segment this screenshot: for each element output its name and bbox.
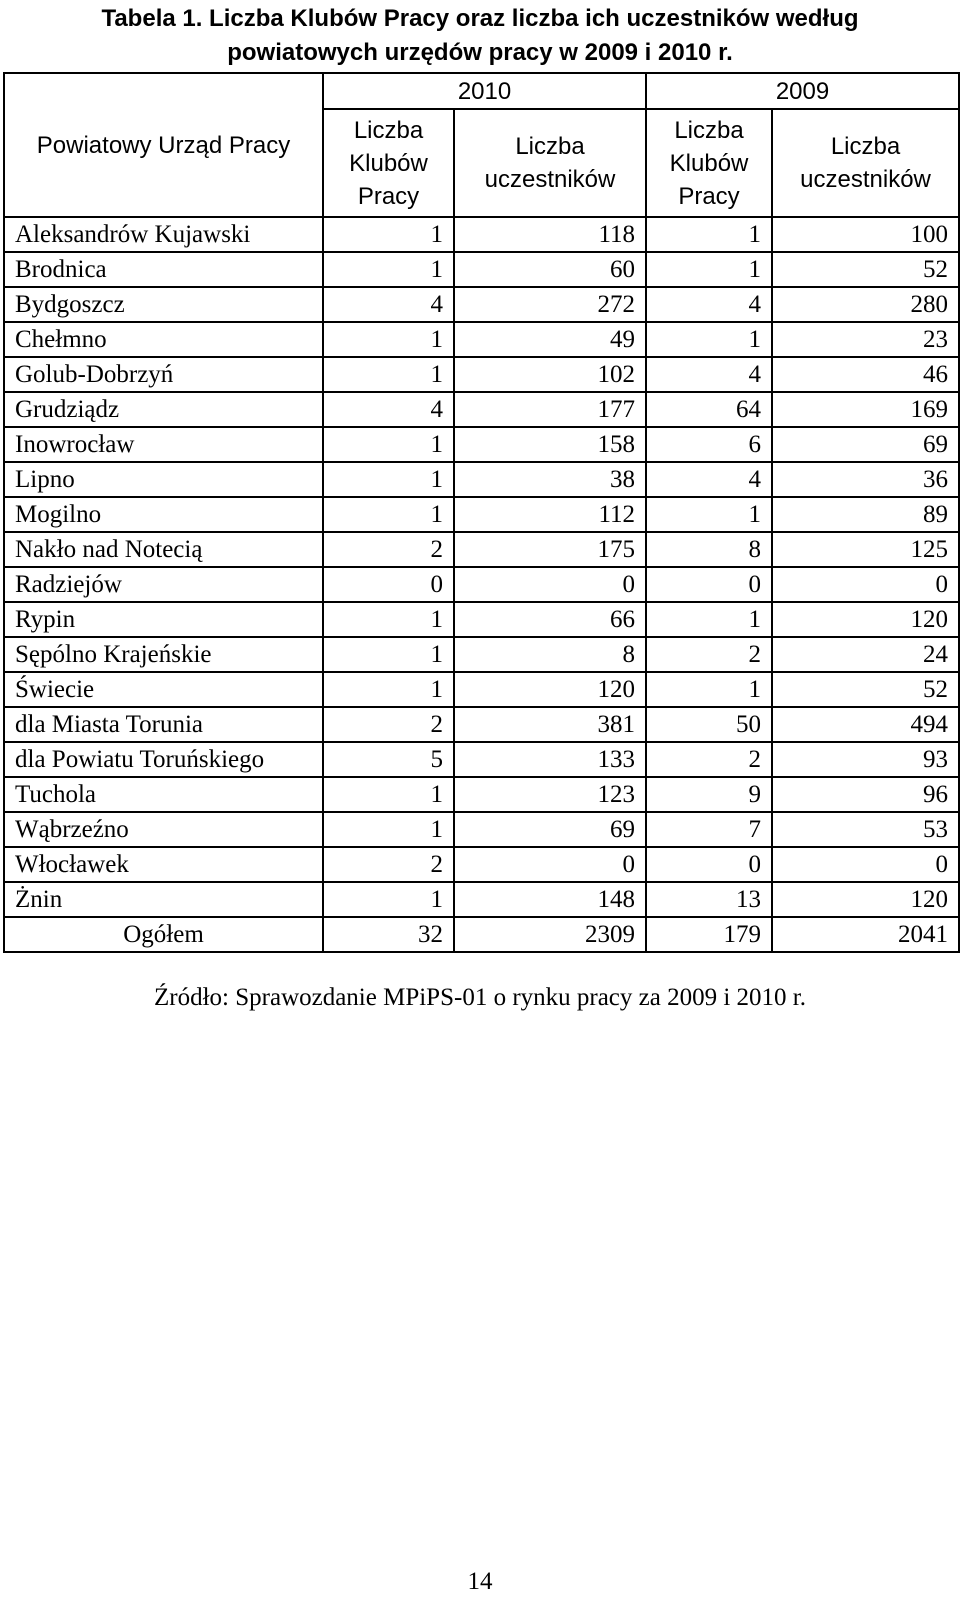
cell-office: Bydgoszcz: [4, 287, 323, 322]
total-label: Ogółem: [4, 917, 323, 952]
header-participants-2010: Liczba uczestników: [454, 109, 646, 217]
cell-participants-2010: 38: [454, 462, 646, 497]
total-clubs-2010: 32: [323, 917, 454, 952]
cell-participants-2009: 120: [772, 602, 959, 637]
cell-participants-2009: 24: [772, 637, 959, 672]
cell-participants-2009: 89: [772, 497, 959, 532]
cell-clubs-2010: 2: [323, 847, 454, 882]
cell-office: Radziejów: [4, 567, 323, 602]
cell-office: Sępólno Krajeńskie: [4, 637, 323, 672]
cell-clubs-2009: 2: [646, 637, 772, 672]
cell-participants-2010: 8: [454, 637, 646, 672]
cell-clubs-2009: 0: [646, 847, 772, 882]
table-row: [4, 847, 959, 882]
cell-participants-2009: 46: [772, 357, 959, 392]
header-clubs-2009: Liczba Klubów Pracy: [646, 109, 772, 217]
cell-clubs-2010: 1: [323, 357, 454, 392]
cell-participants-2010: 120: [454, 672, 646, 707]
cell-clubs-2009: 1: [646, 672, 772, 707]
cell-participants-2009: 0: [772, 567, 959, 602]
cell-participants-2009: 93: [772, 742, 959, 777]
table-row: [4, 357, 959, 392]
cell-clubs-2009: 2: [646, 742, 772, 777]
total-row: [4, 917, 959, 952]
table-row: [4, 462, 959, 497]
cell-participants-2010: 158: [454, 427, 646, 462]
table-row: [4, 602, 959, 637]
cell-clubs-2009: 1: [646, 602, 772, 637]
cell-clubs-2009: 8: [646, 532, 772, 567]
cell-office: Aleksandrów Kujawski: [4, 217, 323, 252]
cell-participants-2009: 100: [772, 217, 959, 252]
cell-participants-2010: 102: [454, 357, 646, 392]
cell-office: Tuchola: [4, 777, 323, 812]
table-row: [4, 497, 959, 532]
cell-clubs-2009: 4: [646, 462, 772, 497]
cell-office: Żnin: [4, 882, 323, 917]
table-header: [4, 73, 959, 217]
cell-participants-2010: 0: [454, 847, 646, 882]
cell-office: dla Miasta Torunia: [4, 707, 323, 742]
cell-participants-2010: 177: [454, 392, 646, 427]
cell-clubs-2010: 0: [323, 567, 454, 602]
cell-clubs-2010: 1: [323, 217, 454, 252]
cell-clubs-2010: 2: [323, 532, 454, 567]
table-title-line-2: powiatowych urzędów pracy w 2009 i 2010 r.: [227, 39, 733, 66]
cell-participants-2009: 69: [772, 427, 959, 462]
cell-clubs-2009: 4: [646, 357, 772, 392]
cell-participants-2010: 133: [454, 742, 646, 777]
cell-clubs-2010: 1: [323, 812, 454, 847]
cell-clubs-2009: 4: [646, 287, 772, 322]
cell-clubs-2010: 1: [323, 322, 454, 357]
cell-office: dla Powiatu Toruńskiego: [4, 742, 323, 777]
cell-clubs-2009: 1: [646, 217, 772, 252]
cell-participants-2009: 0: [772, 847, 959, 882]
cell-participants-2010: 175: [454, 532, 646, 567]
table-row: [4, 217, 959, 252]
cell-office: Lipno: [4, 462, 323, 497]
table-row: [4, 392, 959, 427]
cell-participants-2010: 381: [454, 707, 646, 742]
table-row: [4, 777, 959, 812]
cell-participants-2009: 125: [772, 532, 959, 567]
cell-clubs-2009: 7: [646, 812, 772, 847]
cell-participants-2009: 23: [772, 322, 959, 357]
cell-clubs-2010: 1: [323, 637, 454, 672]
cell-clubs-2010: 1: [323, 462, 454, 497]
cell-clubs-2010: 1: [323, 602, 454, 637]
page-number: 14: [467, 1568, 493, 1595]
table-row: [4, 532, 959, 567]
cell-clubs-2009: 6: [646, 427, 772, 462]
cell-clubs-2010: 4: [323, 287, 454, 322]
total-participants-2009: 2041: [772, 917, 959, 952]
total-clubs-2009: 179: [646, 917, 772, 952]
clubs-table: [3, 72, 960, 953]
cell-clubs-2009: 50: [646, 707, 772, 742]
header-clubs-2010: Liczba Klubów Pracy: [323, 109, 454, 217]
cell-clubs-2009: 1: [646, 322, 772, 357]
cell-office: Nakło nad Notecią: [4, 532, 323, 567]
cell-participants-2010: 118: [454, 217, 646, 252]
cell-clubs-2010: 4: [323, 392, 454, 427]
table-row: [4, 252, 959, 287]
cell-clubs-2010: 1: [323, 252, 454, 287]
cell-participants-2010: 0: [454, 567, 646, 602]
cell-participants-2010: 49: [454, 322, 646, 357]
header-row-years: [4, 73, 959, 109]
cell-participants-2010: 123: [454, 777, 646, 812]
cell-office: Golub-Dobrzyń: [4, 357, 323, 392]
cell-participants-2009: 96: [772, 777, 959, 812]
total-participants-2010: 2309: [454, 917, 646, 952]
cell-clubs-2009: 13: [646, 882, 772, 917]
cell-office: Inowrocław: [4, 427, 323, 462]
cell-participants-2009: 280: [772, 287, 959, 322]
header-year-2010: 2010: [323, 73, 646, 109]
cell-participants-2010: 112: [454, 497, 646, 532]
cell-participants-2009: 494: [772, 707, 959, 742]
cell-participants-2009: 120: [772, 882, 959, 917]
cell-participants-2009: 52: [772, 672, 959, 707]
table-row: [4, 637, 959, 672]
table-row: [4, 812, 959, 847]
cell-clubs-2009: 64: [646, 392, 772, 427]
cell-participants-2009: 53: [772, 812, 959, 847]
header-year-2009: 2009: [646, 73, 959, 109]
cell-office: Rypin: [4, 602, 323, 637]
cell-office: Mogilno: [4, 497, 323, 532]
table-body: [4, 217, 959, 917]
cell-participants-2009: 36: [772, 462, 959, 497]
cell-clubs-2010: 1: [323, 672, 454, 707]
table-footer: [4, 917, 959, 952]
table-row: [4, 742, 959, 777]
cell-clubs-2010: 1: [323, 427, 454, 462]
cell-clubs-2010: 1: [323, 882, 454, 917]
cell-office: Brodnica: [4, 252, 323, 287]
table-row: [4, 707, 959, 742]
cell-participants-2010: 272: [454, 287, 646, 322]
cell-clubs-2009: 1: [646, 497, 772, 532]
cell-participants-2010: 60: [454, 252, 646, 287]
cell-participants-2010: 148: [454, 882, 646, 917]
table-row: [4, 882, 959, 917]
cell-office: Świecie: [4, 672, 323, 707]
cell-office: Chełmno: [4, 322, 323, 357]
header-participants-2009: Liczba uczestników: [772, 109, 959, 217]
cell-clubs-2010: 1: [323, 497, 454, 532]
table-row: [4, 567, 959, 602]
cell-clubs-2009: 0: [646, 567, 772, 602]
cell-office: Włocławek: [4, 847, 323, 882]
table-title: [0, 2, 960, 70]
cell-office: Grudziądz: [4, 392, 323, 427]
table-row: [4, 427, 959, 462]
table-row: [4, 672, 959, 707]
header-office: Powiatowy Urząd Pracy: [4, 73, 323, 217]
cell-participants-2009: 52: [772, 252, 959, 287]
table-title-line-1: Tabela 1. Liczba Klubów Pracy oraz liczba ich uczestników według: [101, 5, 859, 32]
cell-participants-2010: 66: [454, 602, 646, 637]
cell-office: Wąbrzeźno: [4, 812, 323, 847]
cell-clubs-2010: 2: [323, 707, 454, 742]
cell-clubs-2009: 1: [646, 252, 772, 287]
cell-clubs-2009: 9: [646, 777, 772, 812]
table-row: [4, 322, 959, 357]
cell-participants-2010: 69: [454, 812, 646, 847]
cell-participants-2009: 169: [772, 392, 959, 427]
cell-clubs-2010: 5: [323, 742, 454, 777]
cell-clubs-2010: 1: [323, 777, 454, 812]
source-note: Źródło: Sprawozdanie MPiPS-01 o rynku pracy za 2009 i 2010 r.: [154, 984, 806, 1011]
table-row: [4, 287, 959, 322]
